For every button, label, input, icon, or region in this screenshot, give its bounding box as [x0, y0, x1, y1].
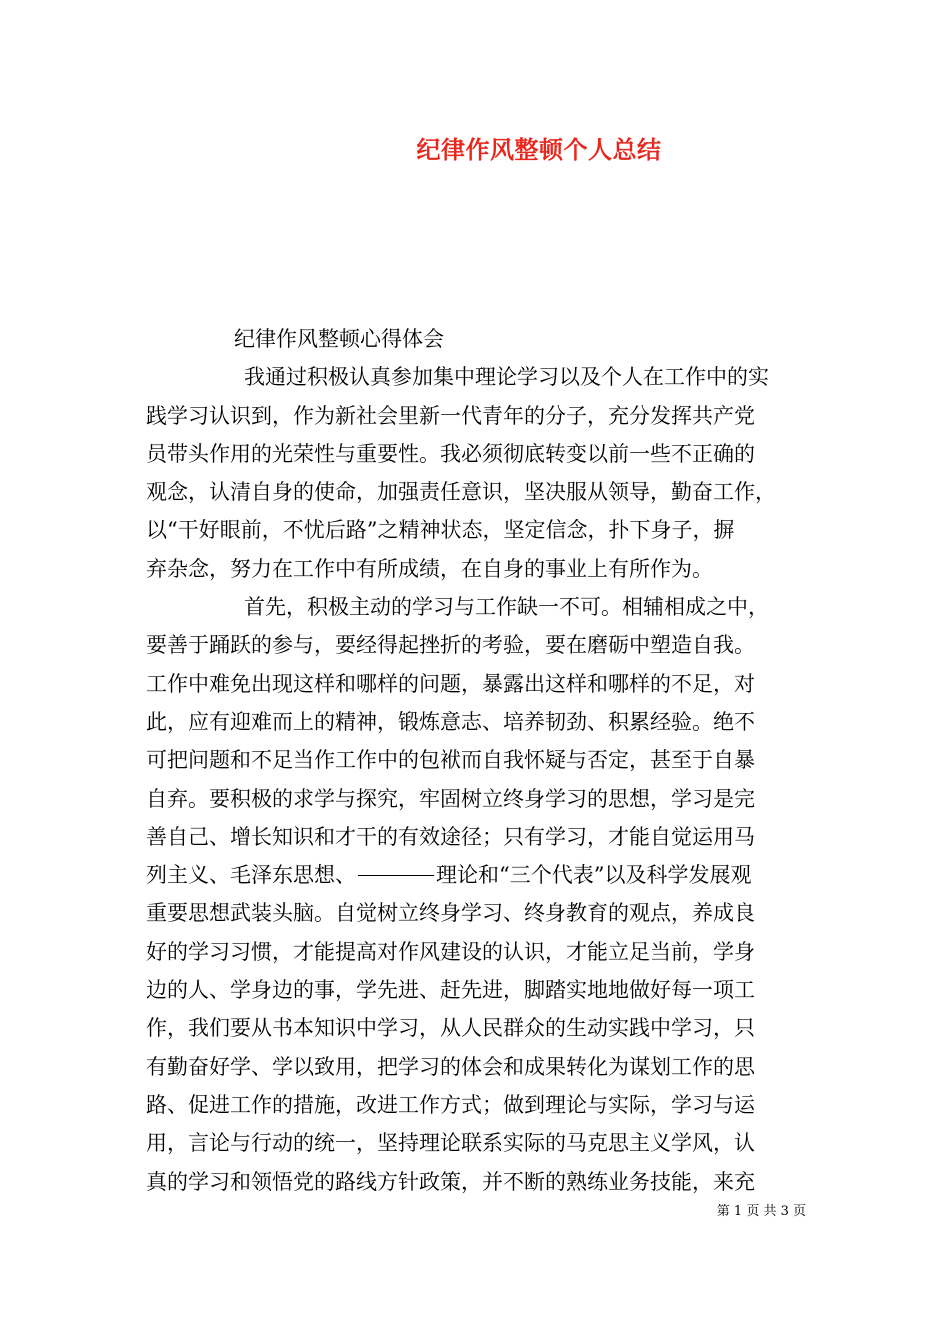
paragraph-line: 以“干好眼前，不忧后路”之精神状态，坚定信念，扑下身子，摒 [146, 518, 735, 543]
paragraph-line: 重要思想武装头脑。自觉树立终身学习、终身教育的观点，养成良 [146, 901, 755, 926]
paragraph-line: 善自己、增长知识和才干的有效途径；只有学习，才能自觉运用马 [146, 824, 755, 849]
text-before-blank: 列主义、毛泽东思想、 [146, 863, 356, 888]
document-body [146, 320, 816, 1201]
fill-in-blank [358, 854, 434, 876]
paragraph-line: 作，我们要从书本知识中学习，从人民群众的生动实践中学习，只 [146, 1016, 755, 1041]
paragraph-line: 可把问题和不足当作工作中的包袱而自我怀疑与否定，甚至于自暴 [146, 748, 755, 773]
paragraph-line-with-blank [146, 856, 816, 894]
paragraph-line: 我通过积极认真参加集中理论学习以及个人在工作中的实 [244, 365, 769, 390]
paragraph-line: 路、促进工作的措施，改进工作方式；做到理论与实际，学习与运 [146, 1092, 755, 1117]
paragraph-line: 自弃。要积极的求学与探究，牢固树立终身学习的思想，学习是完 [146, 786, 755, 811]
paragraph-line: 首先，积极主动的学习与工作缺一不可。相辅相成之中， [244, 595, 769, 620]
subheading: 纪律作风整顿心得体会 [234, 327, 444, 351]
document-title: 纪律作风整顿个人总结 [416, 135, 662, 164]
paragraph-line: 边的人、学身边的事，学先进、赶先进，脚踏实地地做好每一项工 [146, 978, 755, 1003]
paragraph-line: 弃杂念，努力在工作中有所成绩，在自身的事业上有所作为。 [146, 556, 713, 581]
paragraph-line: 要善于踊跃的参与，要经得起挫折的考验，要在磨砺中塑造自我。 [146, 633, 755, 658]
paragraph-line: 工作中难免出现这样和哪样的问题，暴露出这样和哪样的不足，对 [146, 671, 755, 696]
paragraph-line: 观念，认清自身的使命，加强责任意识，坚决服从领导，勤奋工作， [146, 480, 776, 505]
paragraph-line: 有勤奋好学、学以致用，把学习的体会和成果转化为谋划工作的思 [146, 1054, 755, 1079]
paragraph-line: 此，应有迎难而上的精神，锻炼意志、培养韧劲、积累经验。绝不 [146, 709, 755, 734]
text-after-blank: 理论和“三个代表”以及科学发展观 [436, 863, 752, 888]
paragraph-line: 践学习认识到，作为新社会里新一代青年的分子，充分发挥共产党 [146, 403, 755, 428]
paragraph-line: 好的学习习惯，才能提高对作风建设的认识，才能立足当前，学身 [146, 939, 755, 964]
paragraph-line: 真的学习和领悟党的路线方针政策，并不断的熟练业务技能，来充 [146, 1169, 755, 1194]
paragraph-line: 员带头作用的光荣性与重要性。我必须彻底转变以前一些不正确的 [146, 441, 755, 466]
paragraph-line: 用，言论与行动的统一，坚持理论联系实际的马克思主义学风，认 [146, 1131, 755, 1156]
page-footer: 第 1 页 共 3 页 [716, 1204, 806, 1219]
